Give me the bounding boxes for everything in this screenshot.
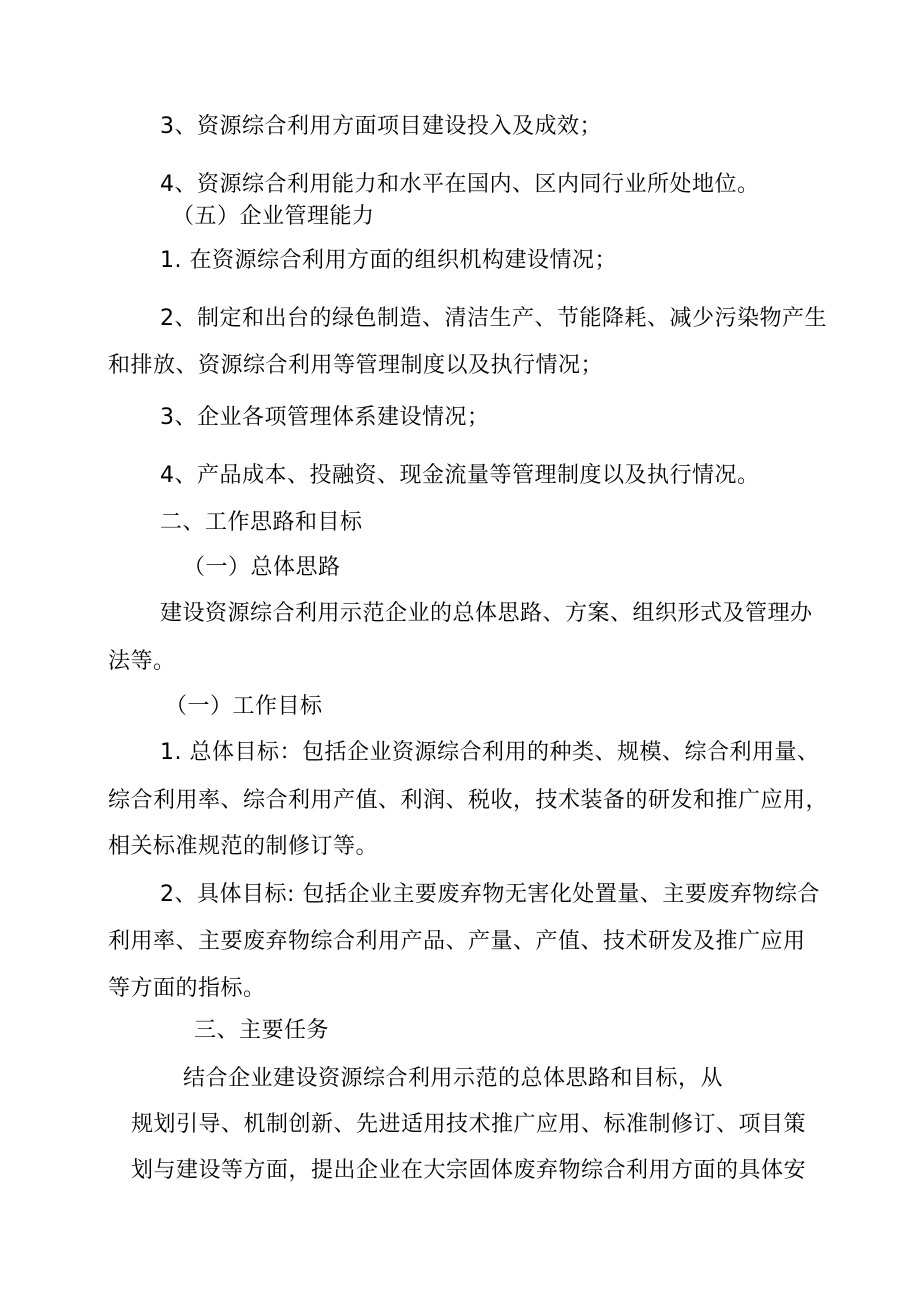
text-line: 法等。	[108, 649, 176, 674]
section-heading: （五）企业管理能力	[172, 204, 375, 229]
text-line: 4、产品成本、投融资、现金流量等管理制度以及执行情况。	[160, 463, 760, 488]
text-line: 相关标准规范的制修订等。	[108, 834, 379, 859]
text-line: 2、具体目标: 包括企业主要废弃物无害化处置量、主要废弃物综合	[160, 882, 820, 907]
chapter-heading: 三、主要任务	[194, 1018, 330, 1043]
text-line: 建设资源综合利用示范企业的总体思路、方案、组织形式及管理办	[160, 601, 813, 626]
text-line: 3、企业各项管理体系建设情况；	[160, 405, 490, 430]
text-line: 4、资源综合利用能力和水平在国内、区内同行业所处地位。	[160, 172, 760, 197]
text-line: 1. 在资源综合利用方面的组织机构建设情况；	[160, 248, 617, 273]
text-line: 综合利用率、综合利用产值、利润、税收，技术装备的研发和推广应用，	[108, 788, 829, 813]
chapter-heading: 二、工作思路和目标	[160, 510, 363, 535]
text-line: 利用率、主要废弃物综合利用产品、产量、产值、技术研发及推广应用	[108, 929, 806, 954]
text-line: 3、资源综合利用方面项目建设投入及成效；	[160, 114, 602, 139]
text-line: 和排放、资源综合利用等管理制度以及执行情况；	[108, 353, 604, 378]
text-line: 等方面的指标。	[108, 976, 266, 1001]
text-line: 2、制定和出台的绿色制造、清洁生产、节能降耗、减少污染物产生	[160, 306, 827, 331]
text-line: 划与建设等方面，提出企业在大宗固体废弃物综合利用方面的具体安	[131, 1158, 807, 1183]
section-heading: （一）总体思路	[183, 555, 341, 580]
text-line: 1. 总体目标：包括企业资源综合利用的种类、规模、综合利用量、	[160, 740, 820, 765]
text-line: 结合企业建设资源综合利用示范的总体思路和目标，从	[183, 1066, 724, 1091]
section-heading: （一）工作目标	[165, 694, 323, 719]
text-line: 规划引导、机制创新、先进适用技术推广应用、标准制修订、项目策	[131, 1112, 807, 1137]
